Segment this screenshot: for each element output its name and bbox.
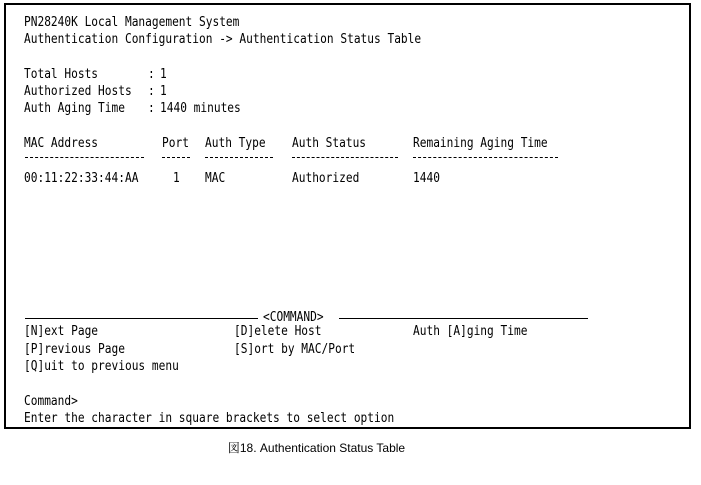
column-header-port: Port — [162, 136, 189, 151]
column-header-auth-type: Auth Type — [205, 136, 266, 151]
menu-quit[interactable]: [Q]uit to previous menu — [24, 359, 179, 374]
auth-aging-time-value: 1440 minutes — [160, 101, 241, 116]
column-underline-remaining-aging-time — [413, 157, 558, 158]
column-underline-mac-address — [25, 157, 144, 158]
menu-auth-aging-time[interactable]: Auth [A]ging Time — [413, 324, 528, 339]
breadcrumb: Authentication Configuration -> Authentication Status Table — [24, 32, 422, 47]
command-hint: Enter the character in square brackets to select option — [24, 411, 395, 426]
terminal-window — [4, 3, 691, 429]
auth-aging-time-label: Auth Aging Time — [24, 101, 125, 116]
cell-remaining-aging-time: 1440 — [413, 171, 440, 186]
total-hosts-separator: : — [148, 67, 155, 82]
auth-aging-time-separator: : — [148, 101, 155, 116]
column-header-mac-address: MAC Address — [24, 136, 99, 151]
column-underline-auth-type — [205, 157, 273, 158]
command-divider-left — [25, 318, 258, 319]
menu-delete-host[interactable]: [D]elete Host — [234, 324, 322, 339]
command-menu-title: <COMMAND> — [263, 310, 324, 325]
figure-caption: 図18. Authentication Status Table — [227, 441, 406, 455]
menu-previous-page[interactable]: [P]revious Page — [24, 342, 125, 357]
menu-sort-by-mac-port[interactable]: [S]ort by MAC/Port — [234, 342, 356, 357]
authorized-hosts-separator: : — [148, 84, 155, 99]
command-divider-right — [339, 318, 588, 319]
column-header-auth-status: Auth Status — [292, 136, 367, 151]
command-prompt[interactable]: Command> — [24, 394, 78, 409]
total-hosts-label: Total Hosts — [24, 67, 99, 82]
cell-port: 1 — [173, 171, 180, 186]
authorized-hosts-value: 1 — [160, 84, 167, 99]
column-header-remaining-aging-time: Remaining Aging Time — [413, 136, 548, 151]
cell-auth-status: Authorized — [292, 171, 360, 186]
column-underline-port — [162, 157, 190, 158]
total-hosts-value: 1 — [160, 67, 167, 82]
menu-next-page[interactable]: [N]ext Page — [24, 324, 99, 339]
cell-mac-address: 00:11:22:33:44:AA — [24, 171, 139, 186]
authorized-hosts-label: Authorized Hosts — [24, 84, 132, 99]
column-underline-auth-status — [292, 157, 398, 158]
system-title: PN28240K Local Management System — [24, 15, 240, 30]
cell-auth-type: MAC — [205, 171, 226, 186]
